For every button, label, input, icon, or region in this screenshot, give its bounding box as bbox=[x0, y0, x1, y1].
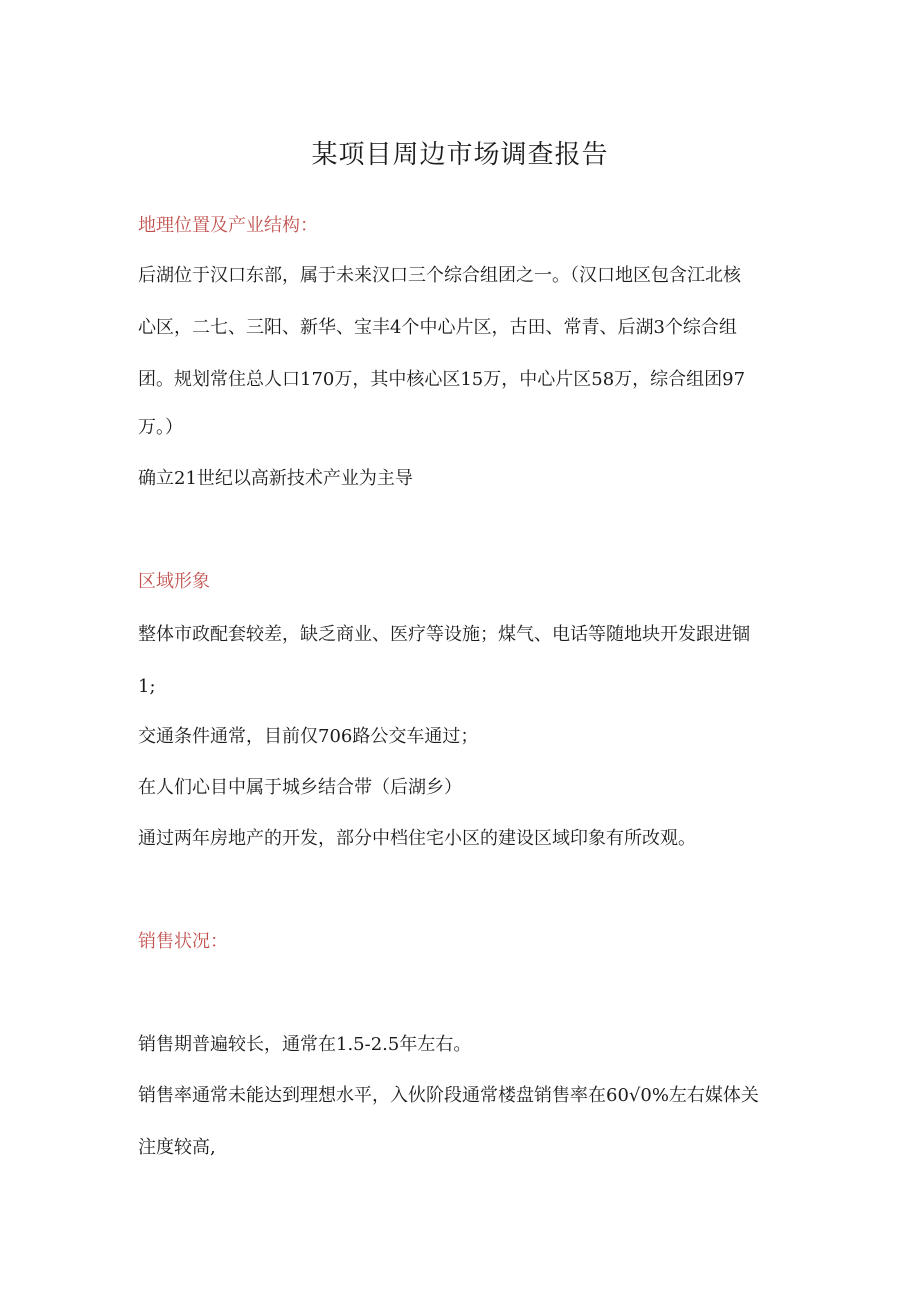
paragraph-line: 后湖位于汉口东部，属于未来汉口三个综合组团之一。（汉口地区包含江北核 bbox=[138, 265, 741, 286]
paragraph-line: 销售率通常未能达到理想水平，入伙阶段通常楼盘销售率在60√0%左右媒体关 bbox=[138, 1085, 759, 1106]
paragraph-line: 确立21世纪以高新技术产业为主导 bbox=[138, 468, 413, 489]
paragraph-line: 心区，二七、三阳、新华、宝丰4个中心片区，古田、常青、后湖3个综合组 bbox=[138, 317, 737, 338]
paragraph-line: 团。规划常住总人口170万，其中核心区15万，中心片区58万，综合组团97 bbox=[138, 369, 746, 390]
paragraph-line: 交通条件通常，目前仅706路公交车通过； bbox=[138, 726, 479, 747]
section-heading-geography: 地理位置及产业结构： bbox=[138, 215, 318, 236]
paragraph-line: 销售期普遍较长，通常在1.5-2.5年左右。 bbox=[138, 1034, 472, 1055]
paragraph-line: 通过两年房地产的开发，部分中档住宅小区的建设区域印象有所改观。 bbox=[138, 828, 696, 849]
paragraph-line: 注度较高, bbox=[138, 1137, 216, 1158]
paragraph-line: 在人们心目中属于城乡结合带（后湖乡） bbox=[138, 777, 462, 798]
section-heading-regional-image: 区域形象 bbox=[138, 571, 210, 592]
paragraph-line: 整体市政配套较差，缺乏商业、医疗等设施；煤气、电话等随地块开发跟进锢 bbox=[138, 624, 750, 645]
paragraph-line: 万。） bbox=[138, 417, 183, 438]
document-title: 某项目周边市场调查报告 bbox=[311, 140, 609, 170]
section-heading-sales-status: 销售状况： bbox=[138, 931, 228, 952]
paragraph-line: 1; bbox=[138, 676, 156, 697]
